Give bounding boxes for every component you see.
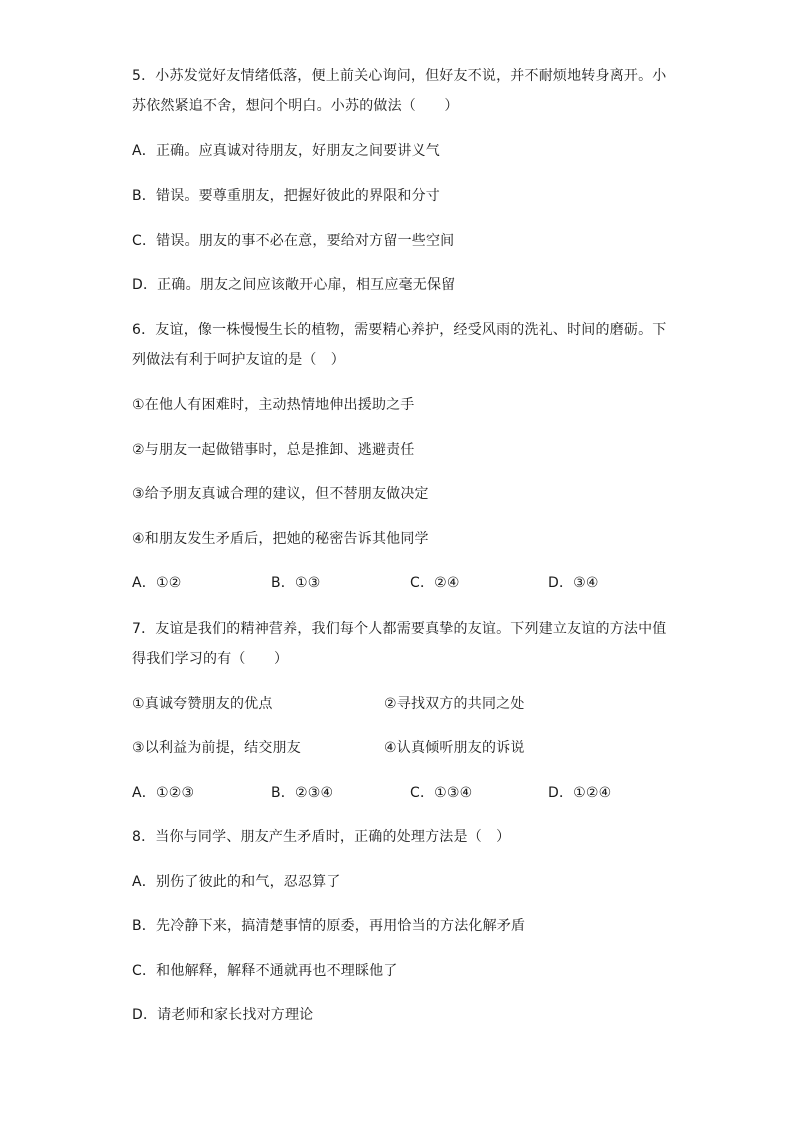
- question-7-item-1: ①真诚夸赞朋友的优点: [132, 696, 273, 712]
- question-7-stem-line-1: 7．友谊是我们的精神营养，我们每个人都需要真挚的友谊。下列建立友谊的方法中值: [132, 621, 667, 637]
- question-5-stem-line-2: 苏依然紧追不舍，想问个明白。小苏的做法（ ）: [132, 98, 459, 114]
- question-8-option-d: D．请老师和家长找对方理论: [132, 1007, 314, 1023]
- question-7-option-b: B．②③④: [271, 785, 334, 801]
- question-8-stem-line-1: 8．当你与同学、朋友产生矛盾时，正确的处理方法是（ ）: [132, 829, 511, 845]
- question-8-option-a: A．别伤了彼此的和气，忍忍算了: [132, 874, 341, 890]
- question-8-option-b: B．先冷静下来，搞清楚事情的原委，再用恰当的方法化解矛盾: [132, 918, 526, 934]
- question-7-item-2: ②寻找双方的共同之处: [384, 696, 525, 712]
- question-6-option-d: D．③④: [548, 575, 599, 591]
- question-5-option-c: C．错误。朋友的事不必在意，要给对方留一些空间: [132, 233, 455, 249]
- question-6-item-2: ②与朋友一起做错事时，总是推卸、逃避责任: [132, 442, 415, 458]
- question-8-option-c: C．和他解释，解释不通就再也不理睬他了: [132, 963, 398, 979]
- question-6-item-4: ④和朋友发生矛盾后，把她的秘密告诉其他同学: [132, 531, 429, 547]
- question-6-item-1: ①在他人有困难时，主动热情地伸出援助之手: [132, 397, 415, 413]
- question-6-stem-line-1: 6．友谊，像一株慢慢生长的植物，需要精心养护，经受风雨的洗礼、时间的磨砺。下: [132, 322, 667, 338]
- question-6-option-b: B．①③: [271, 575, 321, 591]
- question-7-item-3: ③以利益为前提，结交朋友: [132, 740, 301, 756]
- question-6-item-3: ③给予朋友真诚合理的建议，但不替朋友做决定: [132, 486, 429, 502]
- question-7-stem-line-2: 得我们学习的有（ ）: [132, 651, 289, 667]
- question-5-stem-line-1: 5．小苏发觉好友情绪低落，便上前关心询问，但好友不说，并不耐烦地转身离开。小: [132, 68, 667, 84]
- question-6-stem-line-2: 列做法有利于呵护友谊的是（ ）: [132, 352, 345, 368]
- question-6-option-c: C．②④: [410, 575, 460, 591]
- question-7-option-c: C．①③④: [410, 785, 473, 801]
- question-5-option-a: A．正确。应真诚对待朋友，好朋友之间要讲义气: [132, 143, 440, 159]
- question-7-item-4: ④认真倾听朋友的诉说: [384, 740, 525, 756]
- question-6-option-a: A．①②: [132, 575, 182, 591]
- question-7-option-a: A．①②③: [132, 785, 195, 801]
- question-5-option-b: B．错误。要尊重朋友，把握好彼此的界限和分寸: [132, 188, 441, 204]
- question-5-option-d: D．正确。朋友之间应该敞开心扉，相互应毫无保留: [132, 277, 456, 293]
- question-7-option-d: D．①②④: [548, 785, 612, 801]
